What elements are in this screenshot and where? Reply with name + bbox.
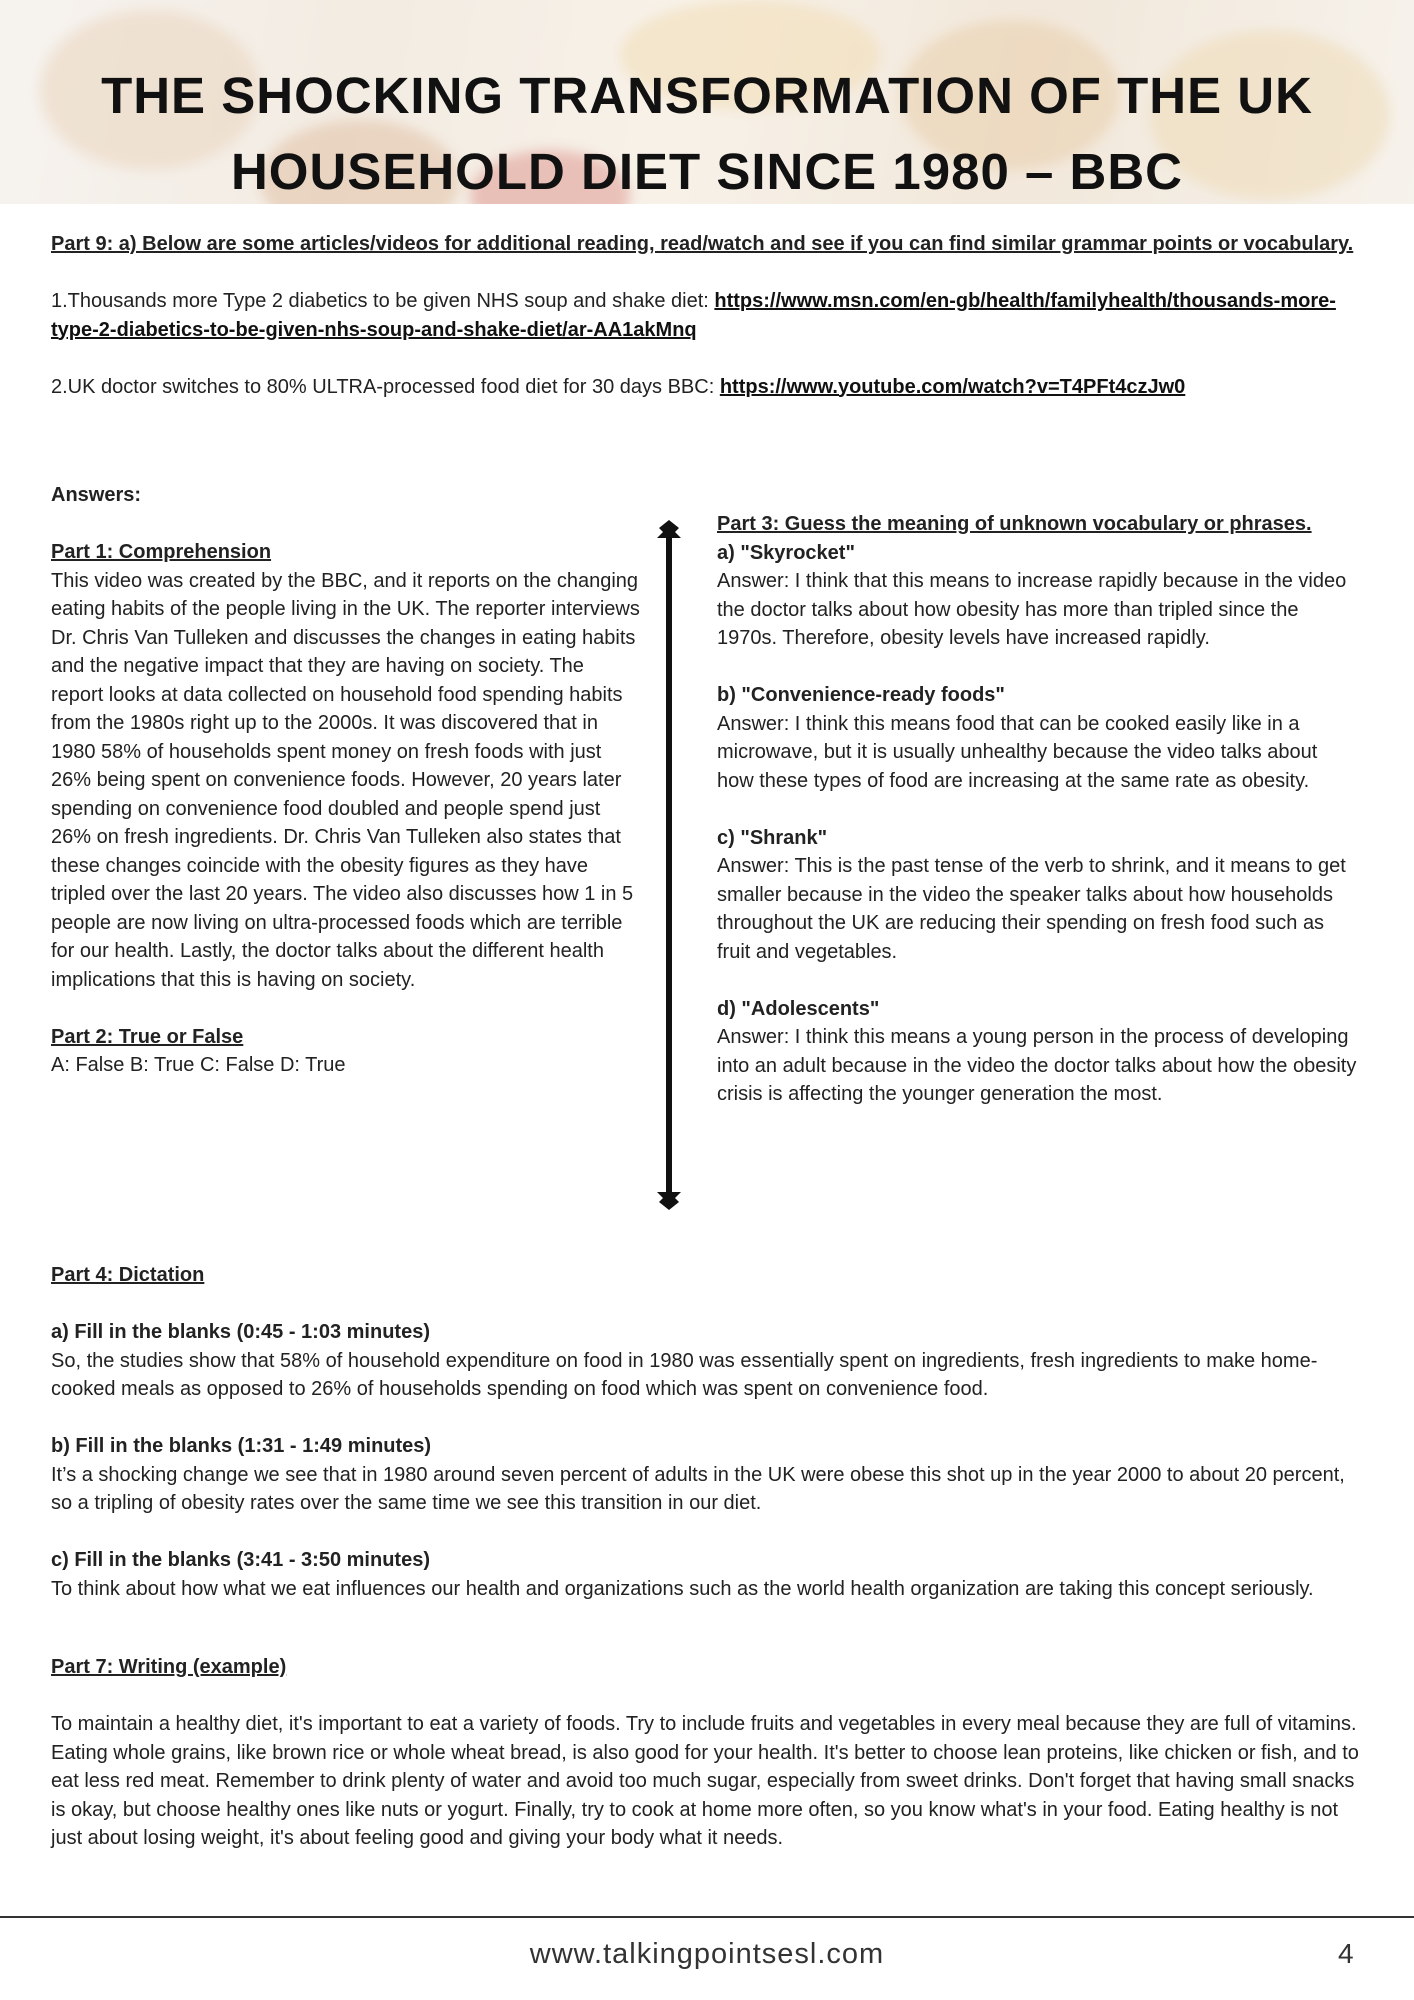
part3-term-b: b) "Convenience-ready foods" (717, 684, 1005, 706)
answers-heading: Answers: (51, 484, 142, 506)
footer-rule (0, 1916, 1414, 1918)
part9-item-2 (51, 373, 1361, 402)
part4-heading: Part 4: Dictation (51, 1264, 205, 1286)
part1-heading: Part 1: Comprehension (51, 541, 272, 563)
part9-item-1-link[interactable]: https://www.msn.com/en-gb/health/familyhealth/thousands-more-type-2-diabetics-to-be-given-nhs-soup-and-shake-diet/ar-AA1akMnq (51, 290, 1336, 341)
part3-term-c: c) "Shrank" (717, 826, 828, 849)
part9-item-2-text: 2.UK doctor switches to 80% ULTRA-processed food diet for 30 days BBC: (51, 375, 720, 398)
left-column (51, 538, 641, 1080)
part2-text: A: False B: True C: False D: True (51, 1054, 346, 1076)
part9-item-1 (51, 287, 1361, 344)
page-title-line-1: THE SHOCKING TRANSFORMATION OF THE UK (101, 67, 1313, 124)
part4-c-text: To think about how what we eat influences our health and organizations such as the world health organization are taking this concept seriously. (51, 1577, 1314, 1600)
page-title (0, 58, 1414, 210)
part3-term-d: d) "Adolescents" (717, 997, 880, 1020)
part4-b-heading: b) Fill in the blanks (1:31 - 1:49 minutes) (51, 1435, 432, 1457)
footer-url: www.talkingpointsesl.com (529, 1938, 885, 1970)
part4-a-text: So, the studies show that 58% of household expenditure on food in 1980 was essentially spent on ingredients, fresh ingredients to make home-cooked meals as opposed to 26% of households spending on food which was spent on convenience food. (51, 1349, 1318, 1400)
page-number: 4 (1338, 1938, 1354, 1969)
part9-section (51, 230, 1361, 401)
part9-item-1-text: 1.Thousands more Type 2 diabetics to be given NHS soup and shake diet: (51, 290, 715, 312)
part9-heading: Part 9: a) Below are some articles/videos for additional reading, read/watch and see if you can find similar grammar points or vocabulary. (51, 233, 1354, 255)
part7-text: To maintain a healthy diet, it's important to eat a variety of foods. Try to include fruits and vegetables in every meal because they are full of vitamins. Eating whole grains, like brown rice or whole wheat bread, is also good for your health. It's better to choose lean proteins, like chicken or fish, and to eat less red meat. Remember to drink plenty of water and avoid too much sugar, especially from sweet drinks. Don't forget that having small snacks is okay, but choose healthy ones like nuts or yogurt. Finally, try to cook at home more often, so you know what's in your food. Eating healthy is not just about losing weight, it's about feeling good and giving your body what it needs. (51, 1713, 1359, 1849)
part1-text: This video was created by the BBC, and it reports on the changing eating habits of the people living in the UK. The reporter interviews Dr. Chris Van Tulleken and discusses the changes in eating habits and the negative impact that they are having on society. The report looks at data collected on household food spending habits from the 1980s right up to the 2000s. It was discovered that in 1980 58% of households spent money on fresh foods with just 26% being spent on convenience foods. However, 20 years later spending on convenience food doubled and people spend just 26% on fresh ingredients. Dr. Chris Van Tulleken also states that these changes coincide with the obesity figures as they have tripled over the last 20 years. The video also discusses how 1 in 5 people are now living on ultra-processed foods which are terrible for our health. Lastly, the doctor talks about the different health implications that this is having on society. (51, 569, 640, 991)
right-column (717, 510, 1357, 1109)
part3-answer-d: Answer: I think this means a young person in the process of developing into an adult because in the video the doctor talks about how the obesity crisis is affecting the younger generation the most. (717, 1026, 1357, 1105)
part4-section (51, 1261, 1361, 1603)
column-divider (666, 524, 672, 1206)
part3-term-a: a) "Skyrocket" (717, 541, 855, 564)
part7-section (51, 1653, 1361, 1853)
page-title-line-2: HOUSEHOLD DIET SINCE 1980 – BBC (230, 143, 1184, 200)
part9-item-2-link[interactable]: https://www.youtube.com/watch?v=T4PFt4czJw0 (719, 375, 1186, 398)
part3-answer-b: Answer: I think this means food that can be cooked easily like in a microwave, but it is usually unhealthy because the video talks about how these types of food are increasing at the same rate as obesity. (717, 712, 1318, 792)
part2-heading: Part 2: True or False (51, 1025, 244, 1048)
part4-b-text: It’s a shocking change we see that in 1980 around seven percent of adults in the UK were obese this shot up in the year 2000 to about 20 percent, so a tripling of obesity rates over the same time we see this transition in our diet. (51, 1463, 1345, 1514)
part3-heading: Part 3: Guess the meaning of unknown vocabulary or phrases. (717, 513, 1312, 535)
divider-bottom-cap-icon (655, 1188, 683, 1210)
part4-c-heading: c) Fill in the blanks (3:41 - 3:50 minutes) (51, 1549, 430, 1571)
part7-heading: Part 7: Writing (example) (51, 1656, 287, 1678)
answers-section (51, 481, 651, 510)
part4-a-heading: a) Fill in the blanks (0:45 - 1:03 minutes) (51, 1321, 430, 1343)
part3-answer-c: Answer: This is the past tense of the verb to shrink, and it means to get smaller because in the video the speaker talks about how households throughout the UK are reducing their spending on fresh food such as fruit and vegetables. (717, 855, 1346, 963)
part3-answer-a: Answer: I think that this means to increase rapidly because in the video the doctor talks about how obesity has more than tripled since the 1970s. Therefore, obesity levels have increased rapidly. (717, 570, 1347, 649)
